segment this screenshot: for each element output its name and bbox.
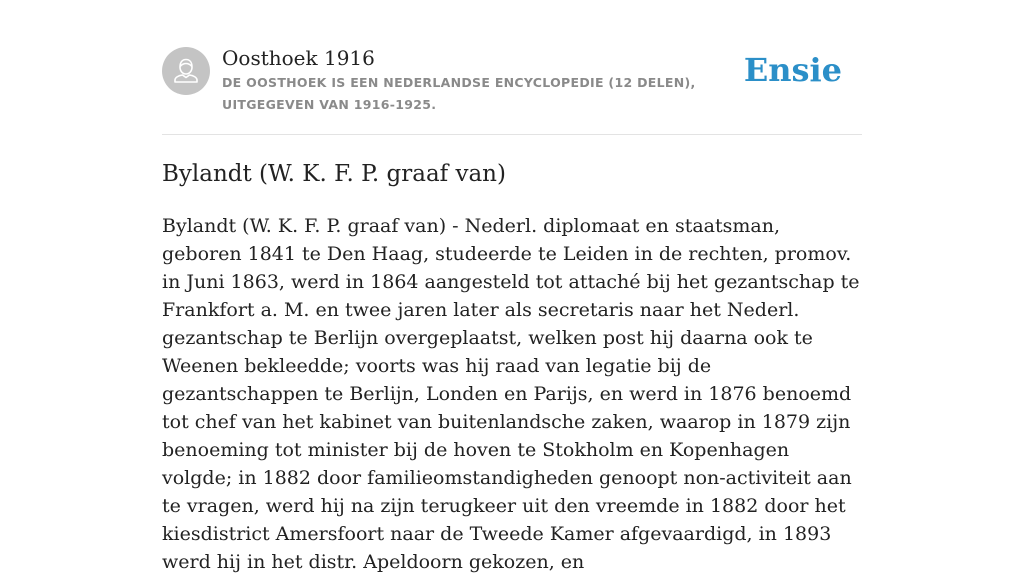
source-avatar[interactable]: [162, 47, 210, 95]
user-avatar-icon: [162, 47, 210, 95]
content-container: [162, 0, 862, 573]
brand-logo[interactable]: Ensie: [743, 51, 842, 89]
source-title[interactable]: Oosthoek 1916: [222, 46, 375, 70]
source-description: DE OOSTHOEK IS EEN NEDERLANDSE ENCYCLOPEDIE (12 DELEN), UITGEGEVEN VAN 1916-1925.: [222, 75, 696, 112]
source-header: [162, 0, 862, 135]
article-body: Bylandt (W. K. F. P. graaf van) - Nederl. diplomaat en staatsman, geboren 1841 te Den Haag, studeerde te Leiden in de rechten, promov. in Juni 1863, werd in 1864 aangesteld tot attaché bij het gezantschap te Frankfort a. M. en twee jaren later als secretaris naar het Nederl. gezantschap te Berlijn overgeplaatst, welken post hij daarna ook te Weenen bekleedde; voorts was hij raad van legatie bij de gezantschappen te Berlijn, Londen en Parijs, en werd in 1876 benoemd tot chef van het kabinet van buitenlandsche zaken, waarop in 1879 zijn benoeming tot minister bij de hoven te Stokholm en Kopenhagen volgde; in 1882 door familieomstandigheden genoopt non-activiteit aan te vragen, werd hij na zijn terugkeer uit den vreemde in 1882 door het kiesdistrict Amersfoort naar de Tweede Kamer afgevaardigd, in 1893 werd hij in het distr. Apeldoorn gekozen, en: [162, 215, 860, 573]
article-title: Bylandt (W. K. F. P. graaf van): [162, 161, 506, 187]
